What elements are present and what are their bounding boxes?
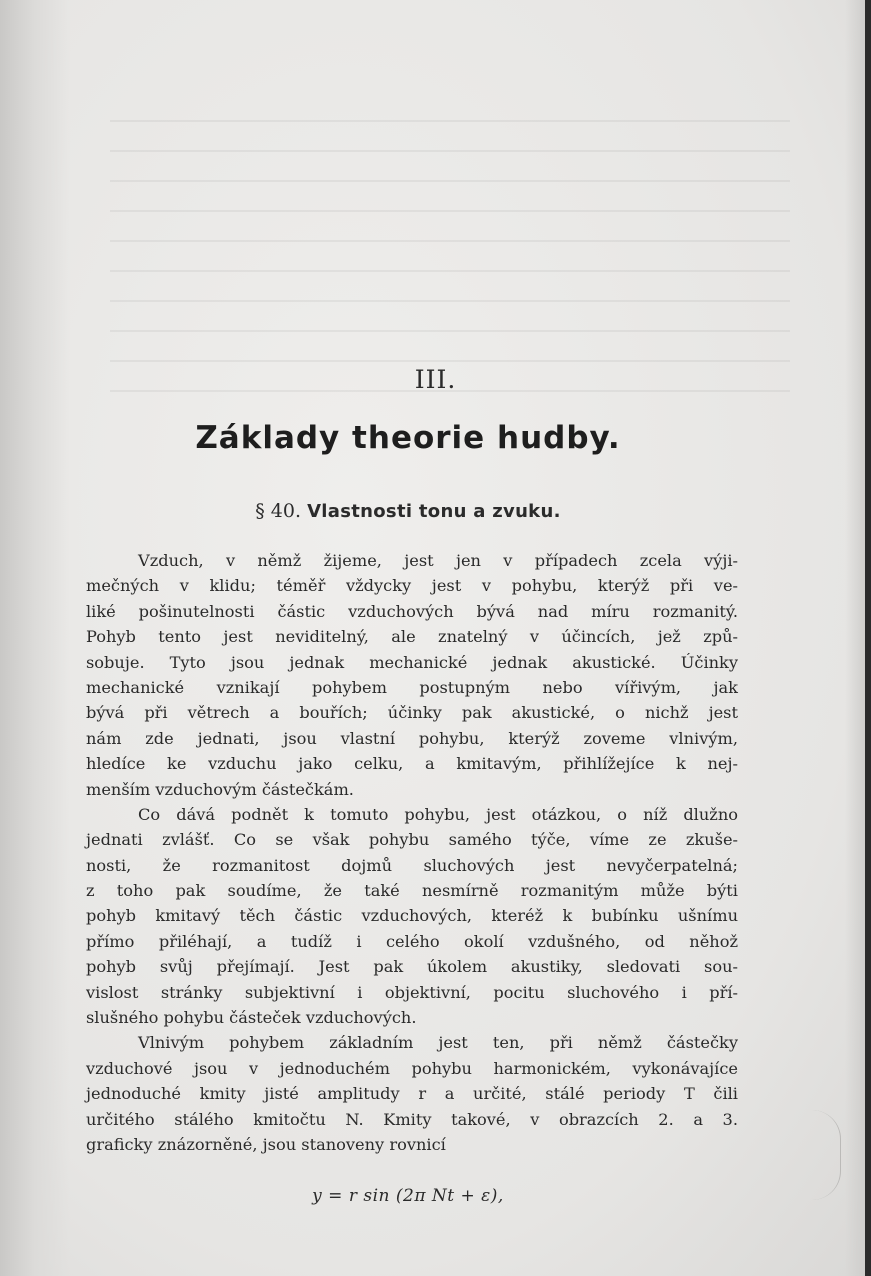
text-line: přímo přiléhají, a tudíž i celého okolí vzdušného, od něhož [86, 931, 738, 951]
section-heading [0, 500, 816, 522]
scan-border [865, 0, 871, 1276]
text-line: určitého stálého kmitočtu N. Kmity takové, v obrazcích 2. a 3. [86, 1109, 738, 1129]
text-line: hledíce ke vzduchu jako celku, a kmitavým, přihlížejíce k nej- [86, 754, 738, 774]
text-line: vzduchové jsou v jednoduchém pohybu harmonickém, vykonávajíce [86, 1058, 738, 1078]
text-line: bývá při větrech a bouřích; účinky pak akustické, o nichž jest [86, 703, 738, 723]
chapter-number: III. [414, 365, 457, 394]
text-line: mechanické vznikají pohybem postupným nebo vířivým, jak [86, 677, 738, 697]
text-line: jednati zvlášť. Co se však pohybu samého týče, víme ze zkuše- [86, 830, 738, 850]
section-title: Vlastnosti tonu a zvuku. [307, 501, 561, 522]
text-line: Vlnivým pohybem základním jest ten, při němž částečky [138, 1033, 738, 1053]
text-line: liké pošinutelnosti částic vzduchových bývá nad míru rozmanitý. [86, 601, 738, 621]
page-edge-mark [812, 1110, 841, 1200]
text-line: sobuje. Tyto jsou jednak mechanické jednak akustické. Účinky [86, 652, 738, 672]
binding-shadow [0, 0, 70, 1276]
text-line: nosti, že rozmanitost dojmů sluchových jest nevyčerpatelná; [86, 855, 738, 875]
page-edge-shade [845, 0, 865, 1276]
text-line: Pohyb tento jest neviditelný, ale znatelný v účincích, jež způ- [86, 627, 738, 647]
text-line: Vzduch, v němž žijeme, jest jen v případech zcela výji- [138, 551, 738, 570]
text-line: mečných v klidu; téměř vždycky jest v pohybu, kterýž při ve- [86, 576, 738, 596]
text-line: pohyb kmitavý těch částic vzduchových, kteréž k bubínku ušnímu [86, 906, 738, 926]
text-line: z toho pak soudíme, že také nesmírně rozmanitým může býti [86, 881, 738, 901]
text-line: graficky znázorněné, jsou stanoveny rovnicí [86, 1134, 446, 1154]
body-text [86, 548, 738, 1157]
text-line: pohyb svůj přejímají. Jest pak úkolem akustiky, sledovati sou- [86, 957, 738, 977]
chapter-title: Základy theorie hudby. [195, 420, 621, 456]
text-line: Co dává podnět k tomuto pohybu, jest otázkou, o níž dlužno [138, 804, 738, 824]
text-line: jednoduché kmity jisté amplitudy r a určité, stálé periody T čili [86, 1084, 738, 1104]
text-line: vislost stránky subjektivní i objektivní, pocitu sluchového i pří- [86, 982, 738, 1002]
text-line: slušného pohybu částeček vzduchových. [86, 1008, 417, 1028]
text-line: nám zde jednati, jsou vlastní pohybu, kterýž zoveme vlnivým, [86, 728, 738, 748]
wave-equation: y = r sin (2π Nt + ε), [312, 1186, 504, 1206]
text-line: menším vzduchovým částečkám. [86, 779, 354, 799]
section-number: § 40. [255, 500, 302, 522]
